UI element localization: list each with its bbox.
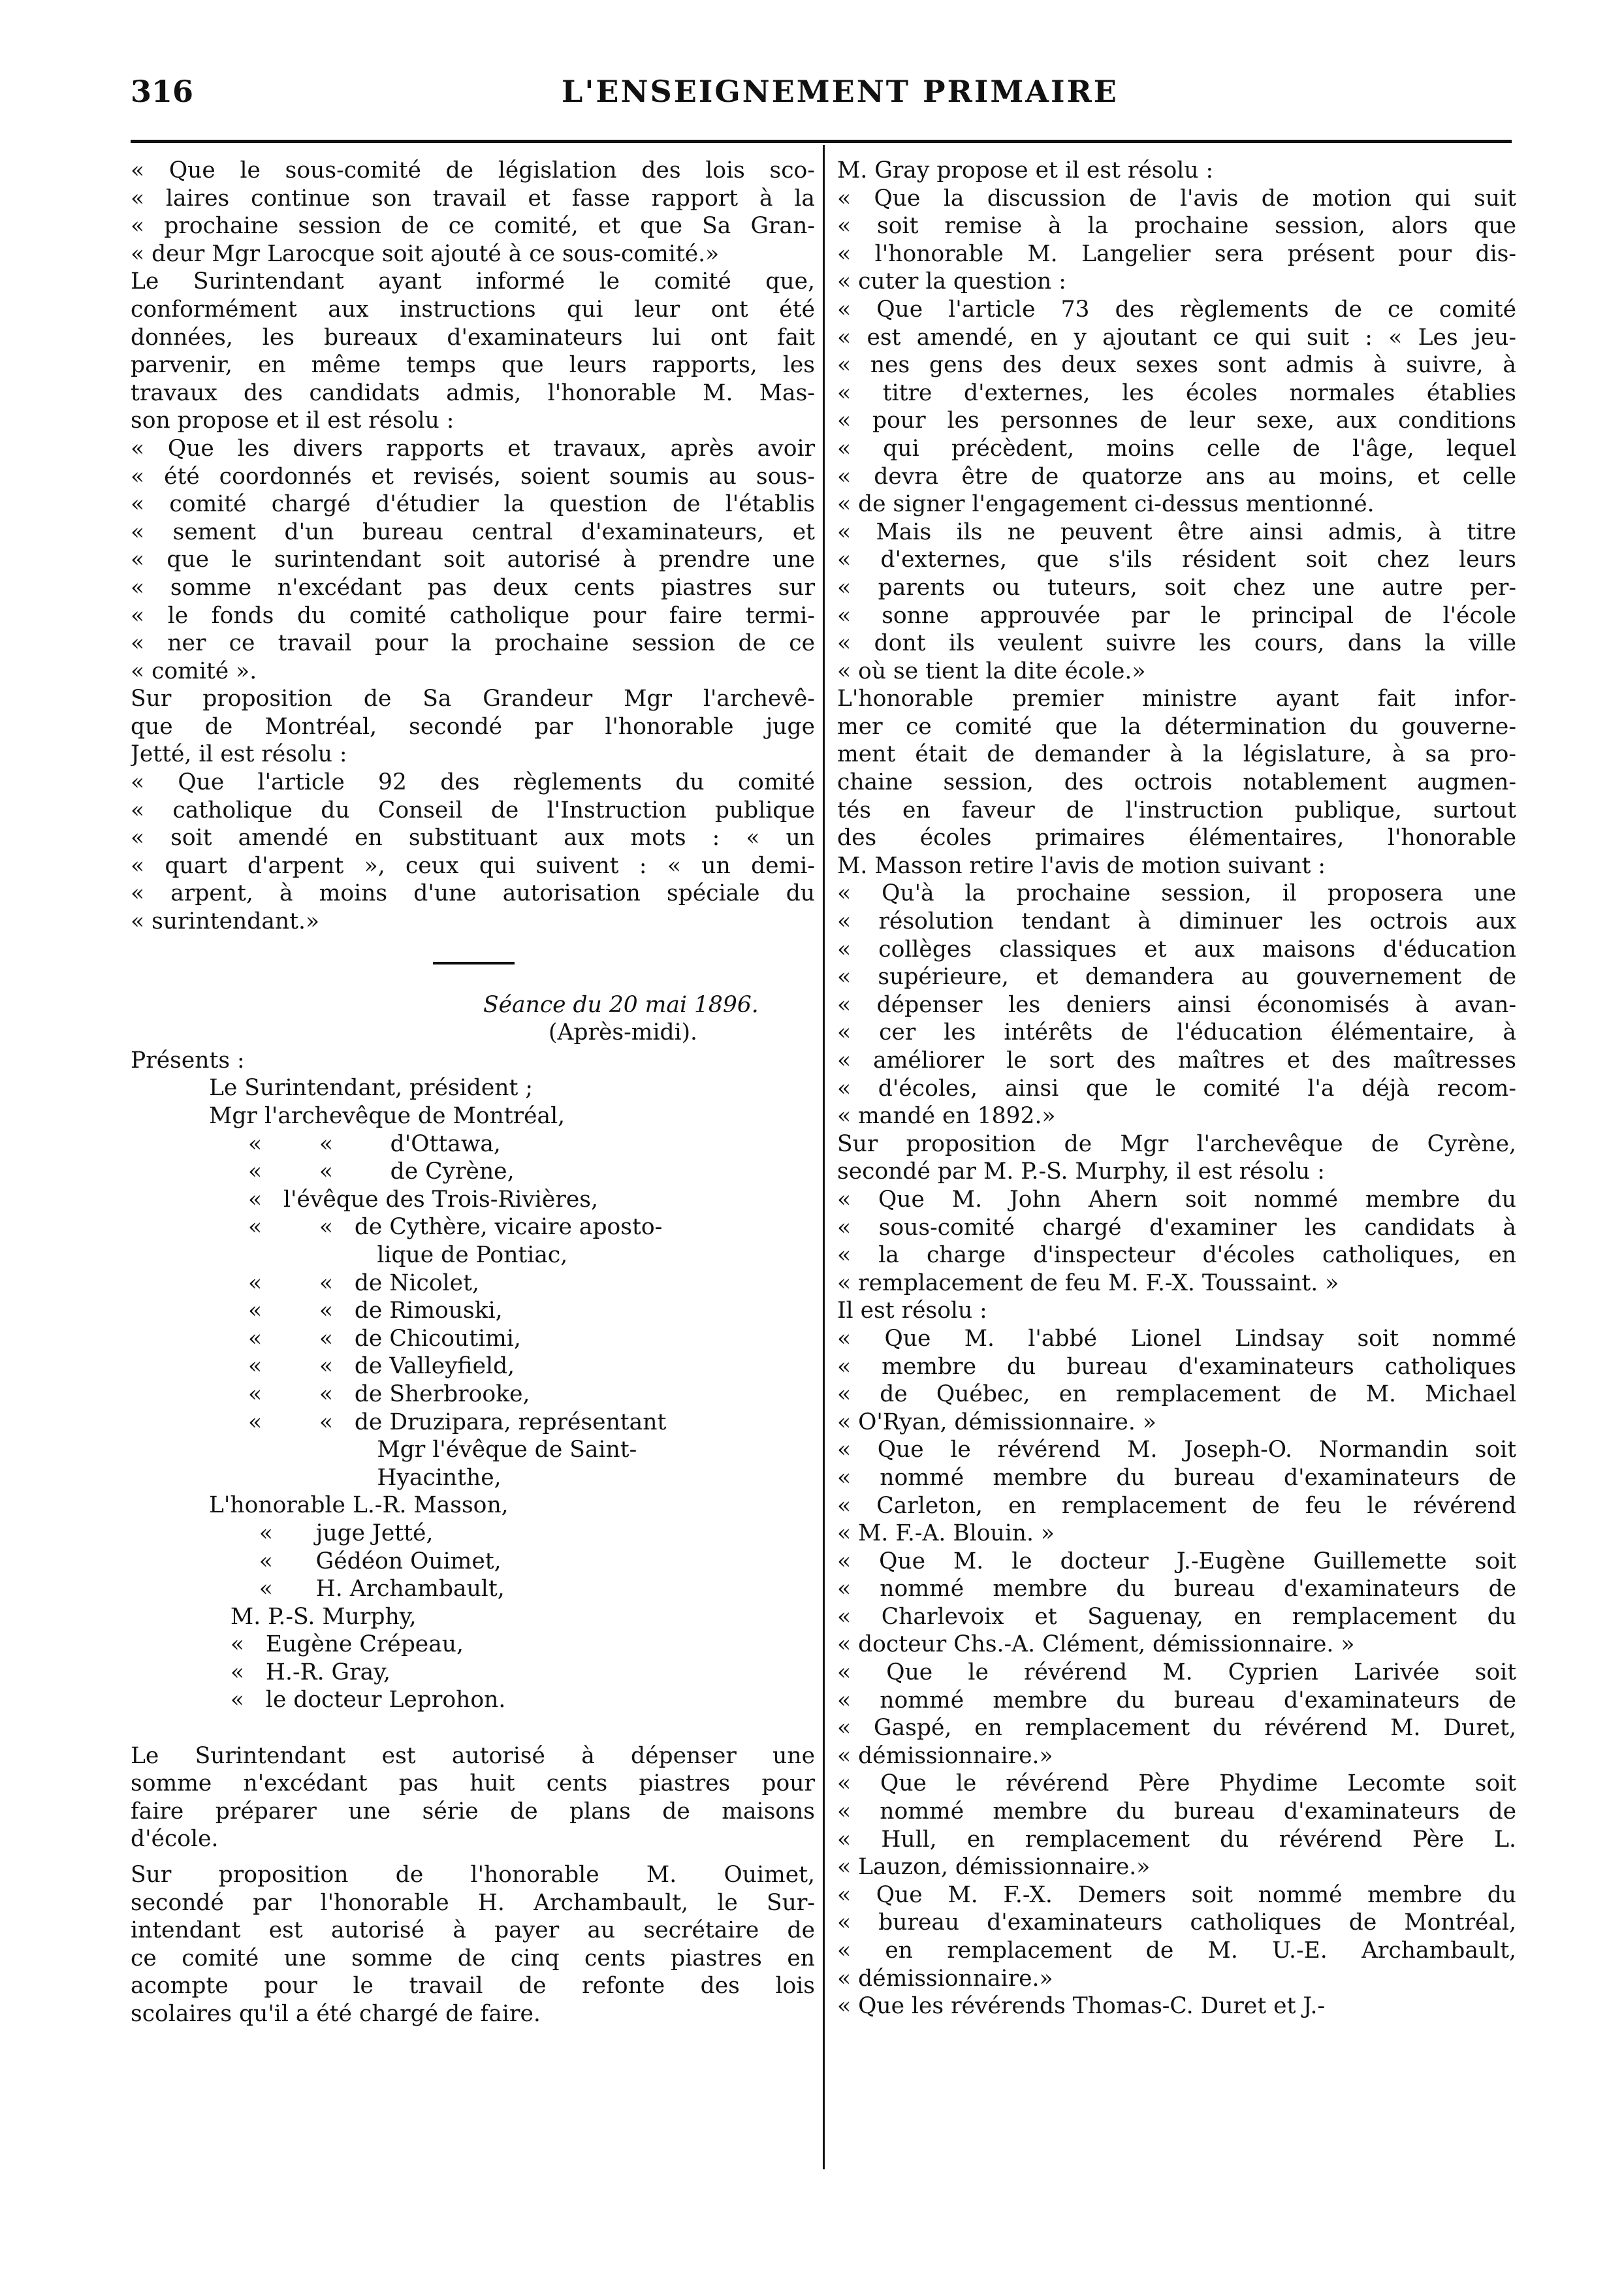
text-line: « Que le révérend M. Cyprien Larivée soit bbox=[837, 1659, 1516, 1686]
text-line: « démissionnaire.» bbox=[837, 1742, 1053, 1769]
text-line: « parents ou tuteurs, soit chez une autre per- bbox=[837, 574, 1516, 601]
text-line: « titre d'externes, les écoles normales établies bbox=[837, 379, 1516, 406]
text-line: Sur proposition de Sa Grandeur Mgr l'archevê- bbox=[131, 686, 815, 712]
text-line: « nommé membre du bureau d'examinateurs de bbox=[837, 1576, 1516, 1602]
text-line: « nommé membre du bureau d'examinateurs de bbox=[837, 1464, 1516, 1491]
text-line: « dont ils veulent suivre les cours, dans la ville bbox=[837, 630, 1516, 657]
list-item: « « de Cythère, vicaire apostο- bbox=[248, 1214, 663, 1241]
text-line: Le Surintendant est autorisé à dépenser une bbox=[131, 1742, 815, 1769]
text-line: « cer les intérêts de l'éducation élémentaire, à bbox=[837, 1019, 1516, 1046]
text-line: Il est résolu : bbox=[837, 1298, 987, 1324]
paragraph-rapports bbox=[131, 268, 815, 935]
text-line: ment était de demander à la législature, à sa pro- bbox=[837, 741, 1516, 768]
text-line: ce comité une somme de cinq cents piastres en bbox=[131, 1945, 815, 1971]
text-line: « le fonds du comité catholique pour faire termi- bbox=[131, 602, 815, 629]
text-line: « Lauzon, démissionnaire.» bbox=[837, 1854, 1151, 1881]
text-line: « catholique du Conseil de l'Instruction publique bbox=[131, 797, 815, 823]
text-line: conformément aux instructions qui leur ont été bbox=[131, 296, 815, 323]
text-line: « mandé en 1892.» bbox=[837, 1103, 1056, 1130]
text-line: « Que M. John Ahern soit nommé membre du bbox=[837, 1186, 1516, 1213]
list-item: « « de Nicolet, bbox=[248, 1269, 479, 1296]
text-line: Jetté, il est résolu : bbox=[131, 741, 347, 768]
text-line: « pour les personnes de leur sexe, aux conditions bbox=[837, 407, 1516, 434]
text-line: M. Gray propose et il est résolu : bbox=[837, 157, 1214, 183]
separator-dash bbox=[433, 962, 515, 965]
text-line: « supérieure, et demandera au gouvernement de bbox=[837, 964, 1516, 991]
list-item: « « de Rimouski, bbox=[248, 1298, 503, 1324]
text-line: secondé par l'honorable H. Archambault, le Sur- bbox=[131, 1889, 815, 1916]
seance-date: Séance du 20 mai 1896. bbox=[483, 991, 759, 1018]
text-line: « somme n'excédant pas deux cents piastres sur bbox=[131, 574, 815, 601]
text-line: des écoles primaires élémentaires, l'honorable bbox=[837, 825, 1516, 852]
running-title: L'ENSEIGNEMENT PRIMAIRE bbox=[562, 74, 1119, 109]
text-line: secondé par M. P.-S. Murphy, il est résolu : bbox=[837, 1158, 1325, 1185]
text-line: parvenir, en même temps que leurs rapports, les bbox=[131, 352, 815, 379]
text-line: « Que le révérend M. Joseph-O. Normandin soit bbox=[837, 1437, 1516, 1463]
text-line: « surintendant.» bbox=[131, 908, 320, 935]
text-line: « Hull, en remplacement du révérend Père L. bbox=[837, 1826, 1516, 1853]
list-item: « « de Cyrène, bbox=[248, 1158, 515, 1185]
text-line: « Mais ils ne peuvent être ainsi admis, à titre bbox=[837, 518, 1516, 545]
list-item: « « de Chicoutimi, bbox=[248, 1325, 521, 1352]
text-line: « Gaspé, en remplacement du révérend M. Duret, bbox=[837, 1715, 1516, 1742]
list-item: « H. Archambault, bbox=[209, 1576, 505, 1602]
list-item: « le docteur Leprohon. bbox=[209, 1687, 506, 1714]
list-item: Le Surintendant, président ; bbox=[209, 1075, 533, 1102]
text-line: « Que l'article 92 des règlements du comité bbox=[131, 769, 815, 796]
text-line: « arpent, à moins d'une autorisation spéciale du bbox=[131, 880, 815, 907]
text-line: que de Montréal, secondé par l'honorable juge bbox=[131, 713, 815, 740]
text-line: « qui précèdent, moins celle de l'âge, lequel bbox=[837, 435, 1516, 462]
text-line: « Qu'à la prochaine session, il proposera une bbox=[837, 880, 1516, 907]
list-item: « « de Druzipara, représentant bbox=[248, 1409, 667, 1435]
right-column bbox=[837, 157, 1516, 2020]
text-line: « Que le révérend Père Phydime Lecomte soit bbox=[837, 1770, 1516, 1797]
text-line: Sur proposition de Mgr l'archevêque de Cyrène, bbox=[837, 1130, 1516, 1157]
text-line: « devra être de quatorze ans au moins, et celle bbox=[837, 463, 1516, 490]
text-line: « Que M. F.-X. Demers soit nommé membre du bbox=[837, 1881, 1516, 1908]
text-line: « nommé membre du bureau d'examinateurs de bbox=[837, 1687, 1516, 1714]
text-line: somme n'excédant pas huit cents piastres pour bbox=[131, 1770, 815, 1797]
paragraph-sous-comite bbox=[131, 157, 815, 268]
text-line: « en remplacement de M. U.-E. Archambault, bbox=[837, 1937, 1516, 1964]
text-line: « que le surintendant soit autorisé à prendre une bbox=[131, 547, 815, 573]
spacer bbox=[131, 1714, 815, 1742]
list-item: « « de Sherbrooke, bbox=[248, 1380, 530, 1407]
text-line: faire préparer une série de plans de maisons bbox=[131, 1798, 815, 1825]
text-line: données, les bureaux d'examinateurs lui ont fait bbox=[131, 324, 815, 351]
text-line: Sur proposition de l'honorable M. Ouimet, bbox=[131, 1862, 815, 1889]
text-line: « quart d'arpent », ceux qui suivent : « un demi- bbox=[131, 852, 815, 879]
text-line: « d'externes, que s'ils résident soit chez leurs bbox=[837, 547, 1516, 573]
text-line: « de Québec, en remplacement de M. Michael bbox=[837, 1381, 1516, 1408]
text-line: « collèges classiques et aux maisons d'éducation bbox=[837, 936, 1516, 963]
text-line: L'honorable premier ministre ayant fait infor- bbox=[837, 686, 1516, 712]
list-item: M. P.-S. Murphy, bbox=[209, 1603, 417, 1630]
text-line: « de signer l'engagement ci-dessus mentionné. bbox=[837, 491, 1375, 518]
text-line: « Que la discussion de l'avis de motion qui suit bbox=[837, 185, 1516, 212]
text-line: « Charlevoix et Saguenay, en remplacement du bbox=[837, 1603, 1516, 1630]
text-line: « où se tient la dite école.» bbox=[837, 658, 1146, 684]
text-line: « été coordonnés et revisés, soient soumis au sous- bbox=[131, 463, 815, 490]
text-line: « O'Ryan, démissionnaire. » bbox=[837, 1409, 1156, 1435]
text-line: Le Surintendant ayant informé le comité que, bbox=[131, 268, 815, 295]
seance-time: (Après-midi). bbox=[549, 1019, 698, 1046]
list-item: « « de Valleyfield, bbox=[248, 1353, 515, 1380]
text-line: « sement d'un bureau central d'examinateurs, et bbox=[131, 518, 815, 545]
text-line: « Que l'article 73 des règlements de ce comité bbox=[837, 296, 1516, 323]
page-header bbox=[131, 62, 1515, 114]
spacer bbox=[131, 1853, 815, 1861]
text-line: « soit remise à la prochaine session, alors que bbox=[837, 213, 1516, 240]
text-line: « laires continue son travail et fasse rapport à la bbox=[131, 185, 815, 212]
text-line: « comité ». bbox=[131, 658, 257, 684]
text-line: son propose et il est résolu : bbox=[131, 407, 454, 434]
text-line: « améliorer le sort des maîtres et des maîtresses bbox=[837, 1047, 1516, 1074]
text-line: « résolution tendant à diminuer les octrois aux bbox=[837, 908, 1516, 935]
list-item: « Gédéon Ouimet, bbox=[209, 1548, 502, 1574]
text-line: « bureau d'examinateurs catholiques de Montréal, bbox=[837, 1909, 1516, 1936]
text-line: travaux des candidats admis, l'honorable M. Mas- bbox=[131, 379, 815, 406]
text-line: acompte pour le travail de refonte des lois bbox=[131, 1973, 815, 2000]
text-line: « nommé membre du bureau d'examinateurs de bbox=[837, 1798, 1516, 1825]
text-line: chaine session, des octrois notablement augmen- bbox=[837, 769, 1516, 796]
text-line: mer ce comité que la détermination du gouverne- bbox=[837, 713, 1516, 740]
text-line: d'école. bbox=[131, 1826, 219, 1853]
text-line: « nes gens des deux sexes sont admis à suivre, à bbox=[837, 352, 1516, 379]
presents-label: Présents : bbox=[131, 1047, 245, 1074]
text-line: scolaires qu'il a été chargé de faire. bbox=[131, 2001, 541, 2027]
text-line: « remplacement de feu M. F.-X. Toussaint. » bbox=[837, 1269, 1339, 1296]
text-line: « la charge d'inspecteur d'écoles catholiques, en bbox=[837, 1242, 1516, 1269]
list-item: « H.-R. Gray, bbox=[209, 1659, 391, 1685]
text-line: tés en faveur de l'instruction publique, surtout bbox=[837, 797, 1516, 823]
left-column bbox=[131, 157, 815, 2028]
text-line: « dépenser les deniers ainsi économisés à avan- bbox=[837, 991, 1516, 1018]
text-line: intendant est autorisé à payer au secrétaire de bbox=[131, 1917, 815, 1944]
text-line: « cuter la question : bbox=[837, 268, 1066, 295]
text-line: « sous-comité chargé d'examiner les candidats à bbox=[837, 1214, 1516, 1241]
list-item: Hyacinthe, bbox=[248, 1464, 502, 1491]
list-item: « l'évêque des Trois-Rivières, bbox=[248, 1186, 598, 1213]
header-rule bbox=[131, 140, 1512, 143]
list-item: L'honorable L.-R. Masson, bbox=[209, 1492, 509, 1519]
text-line: « Que M. l'abbé Lionel Lindsay soit nommé bbox=[837, 1325, 1516, 1352]
paragraph-refonte bbox=[131, 1861, 815, 2028]
text-line: « prochaine session de ce comité, et que Sa Gran- bbox=[131, 213, 815, 240]
text-line: « comité chargé d'étudier la question de l'établis bbox=[131, 491, 815, 518]
text-line: « ner ce travail pour la prochaine session de ce bbox=[131, 630, 815, 657]
text-line: « deur Mgr Larocque soit ajouté à ce sous-comité.» bbox=[131, 240, 720, 267]
list-item: « « d'Ottawa, bbox=[248, 1130, 501, 1157]
paragraph-plans bbox=[131, 1742, 815, 1853]
text-line: M. Masson retire l'avis de motion suivant : bbox=[837, 852, 1326, 879]
page-number: 316 bbox=[131, 74, 194, 109]
section-separator bbox=[131, 936, 815, 991]
text-line: « Que les divers rapports et travaux, après avoir bbox=[131, 435, 815, 462]
text-line: « membre du bureau d'examinateurs catholiques bbox=[837, 1353, 1516, 1380]
list-item: lique de Pontiac, bbox=[248, 1241, 568, 1268]
list-item: Mgr l'évêque de Saint- bbox=[248, 1437, 637, 1463]
attendee-list bbox=[131, 1074, 815, 1714]
list-item: Mgr l'archevêque de Montréal, bbox=[209, 1103, 565, 1129]
text-line: « soit amendé en substituant aux mots : « un bbox=[131, 825, 815, 852]
text-line: « est amendé, en y ajoutant ce qui suit : « Les jeu- bbox=[837, 324, 1516, 351]
list-item: « juge Jetté, bbox=[209, 1520, 434, 1546]
text-line: « Carleton, en remplacement de feu le révérend bbox=[837, 1492, 1516, 1519]
text-line: « d'écoles, ainsi que le comité l'a déjà recom- bbox=[837, 1075, 1516, 1102]
text-line: « Que M. le docteur J.-Eugène Guillemette soit bbox=[837, 1548, 1516, 1574]
text-line: « l'honorable M. Langelier sera présent pour dis- bbox=[837, 240, 1516, 267]
text-line: « Que le sous-comité de législation des lois sco- bbox=[131, 157, 815, 183]
text-line: « démissionnaire.» bbox=[837, 1965, 1053, 1992]
text-line: « Que les révérends Thomas-C. Duret et J.- bbox=[837, 1993, 1326, 2020]
column-divider bbox=[823, 145, 825, 2169]
list-item: « Eugène Crépeau, bbox=[209, 1631, 464, 1658]
text-line: « docteur Chs.-A. Clément, démissionnaire. » bbox=[837, 1631, 1355, 1658]
text-line: « sonne approuvée par le principal de l'école bbox=[837, 602, 1516, 629]
text-line: « M. F.-A. Blouin. » bbox=[837, 1520, 1055, 1547]
